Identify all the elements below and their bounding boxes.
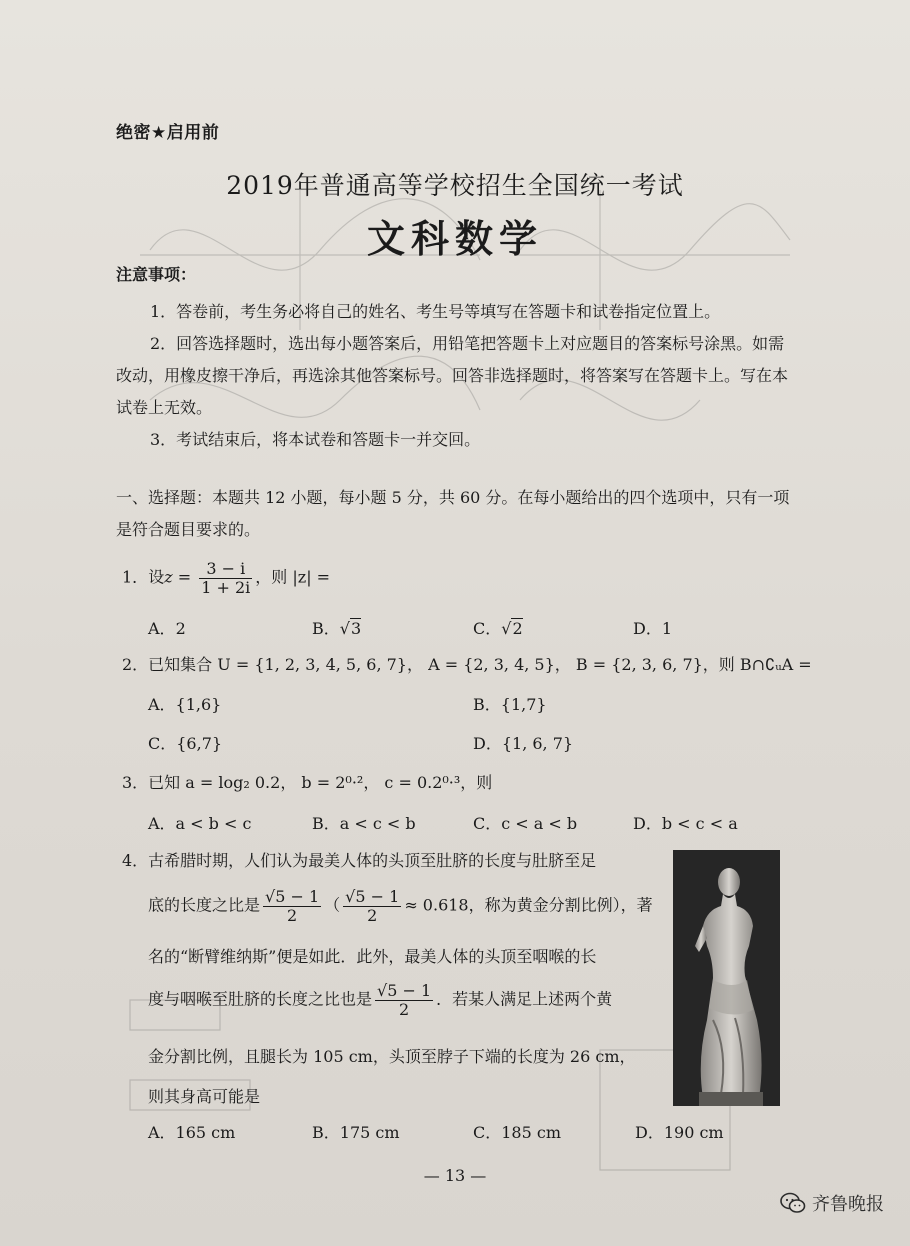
q1-option-b-value: 3 xyxy=(350,619,362,638)
q1-option-d xyxy=(633,616,672,639)
sqrt-symbol: √3 xyxy=(339,619,362,638)
golden-ratio-denominator: 2 xyxy=(286,905,298,925)
q1-tail: ，则 |z| = xyxy=(255,567,331,587)
exam-title: 2019年普通高等学校招生全国统一考试 xyxy=(226,171,684,200)
q1-option-a-value: 2 xyxy=(175,619,186,638)
section-heading: 一、选择题：本题共 12 小题，每小题 5 分，共 60 分。在每小题给出的四个选项中，只有一项是符合题目要求的。 xyxy=(116,488,790,539)
page-number: — 13 — xyxy=(423,1166,487,1185)
sqrt-symbol: √2 xyxy=(501,619,523,638)
golden-ratio-fraction xyxy=(343,888,401,924)
golden-ratio-fraction xyxy=(263,888,321,924)
source-watermark xyxy=(780,1190,884,1216)
q1-number: 1． xyxy=(122,567,149,587)
q4-line-4 xyxy=(148,982,668,1018)
golden-ratio-denominator: 2 xyxy=(398,999,410,1019)
notice-item-3: 3．考试结束后，将本试卷和答题卡一并交回。 xyxy=(150,430,481,449)
q4-line-5: 金分割比例，且腿长为 105 cm，头顶至脖子下端的长度为 26 cm， xyxy=(148,1047,636,1066)
q4-line-2-post: ≈ 0.618，称为黄金分割比例），著 xyxy=(404,895,653,915)
q1-option-b-label: B． xyxy=(312,619,340,638)
question-3: 3．已知 a = log₂ 0.2， b = 2⁰·²， c = 0.2⁰·³，则 xyxy=(122,773,493,792)
q2-option-b: B．{1,7} xyxy=(473,695,547,714)
question-2: 2．已知集合 U = {1, 2, 3, 4, 5, 6, 7}， A = {2, 3, 4, 5}， B = {2, 3, 6, 7}，则 B∩∁ᵤA = xyxy=(122,655,812,674)
q1-fraction xyxy=(199,560,252,596)
q1-denominator: 1 + 2i xyxy=(201,577,251,597)
notice-heading: 注意事项： xyxy=(116,265,197,284)
q3-option-c: C．c < a < b xyxy=(473,814,578,833)
q4-option-a: A．165 cm xyxy=(148,1123,236,1142)
notice-item-2: 2．回答选择题时，选出每小题答案后，用铅笔把答题卡上对应题目的答案标号涂黑。如需改动，用橡皮擦干净后，再选涂其他答案标号。回答非选择题时，将答案写在答题卡上。写在本试卷上无效。 xyxy=(116,334,789,417)
q1-lead: 设 xyxy=(148,567,165,587)
q1-option-b xyxy=(312,616,361,639)
q1-var: z xyxy=(164,567,173,587)
q1-option-a-label: A． xyxy=(148,619,176,638)
statue-figure-icon xyxy=(673,850,780,1106)
q4-line-6: 则其身高可能是 xyxy=(148,1087,261,1106)
q3-option-a: A．a < b < c xyxy=(148,814,252,833)
q4-line-1: 4．古希腊时期，人们认为最美人体的头顶至肚脐的长度与肚脐至足 xyxy=(122,851,597,870)
golden-ratio-numerator: √5 − 1 xyxy=(345,887,400,906)
q4-line-2-mid: （ xyxy=(324,895,341,915)
q4-option-d: D．190 cm xyxy=(635,1123,724,1142)
subject-title: 文科数学 xyxy=(366,217,543,261)
question-1 xyxy=(122,560,330,596)
q2-option-d: D．{1, 6, 7} xyxy=(473,734,574,753)
venus-de-milo-image xyxy=(673,850,780,1106)
q1-option-c-label: C． xyxy=(473,619,502,638)
q2-option-c: C．{6,7} xyxy=(148,734,223,753)
confidential-label: 绝密★启用前 xyxy=(116,123,220,143)
wechat-icon xyxy=(780,1192,806,1214)
q4-line-2 xyxy=(148,888,668,924)
q4-line-3: 名的“断臂维纳斯”便是如此．此外，最美人体的头顶至咽喉的长 xyxy=(148,947,597,966)
golden-ratio-numerator: √5 − 1 xyxy=(265,887,320,906)
q1-option-d-value: 1 xyxy=(661,619,673,638)
q1-option-d-label: D． xyxy=(633,619,662,638)
q2-option-a: A．{1,6} xyxy=(148,695,222,714)
golden-ratio-denominator: 2 xyxy=(367,905,378,925)
q1-option-a xyxy=(148,616,186,639)
q3-option-b: B．a < c < b xyxy=(312,814,416,833)
golden-ratio-fraction xyxy=(375,982,433,1018)
golden-ratio-numerator: √5 − 1 xyxy=(377,981,432,1000)
q1-option-c-value: 2 xyxy=(512,619,523,638)
q1-numerator: 3 − i xyxy=(199,560,252,579)
q4-line-4-pre: 度与咽喉至肚脐的长度之比也是 xyxy=(148,989,373,1009)
q3-option-d: D．b < c < a xyxy=(633,814,738,833)
q4-line-4-post: ．若某人满足上述两个黄 xyxy=(436,989,613,1009)
q4-option-b: B．175 cm xyxy=(312,1123,400,1142)
notice-item-1: 1．答卷前，考生务必将自己的姓名、考生号等填写在答题卡和试卷指定位置上。 xyxy=(150,302,721,321)
watermark-text: 齐鲁晚报 xyxy=(812,1194,884,1215)
q4-option-c: C．185 cm xyxy=(473,1123,562,1142)
q1-option-c xyxy=(473,616,523,639)
q4-line-2-pre: 底的长度之比是 xyxy=(148,895,261,915)
q1-eq: = xyxy=(172,567,197,587)
